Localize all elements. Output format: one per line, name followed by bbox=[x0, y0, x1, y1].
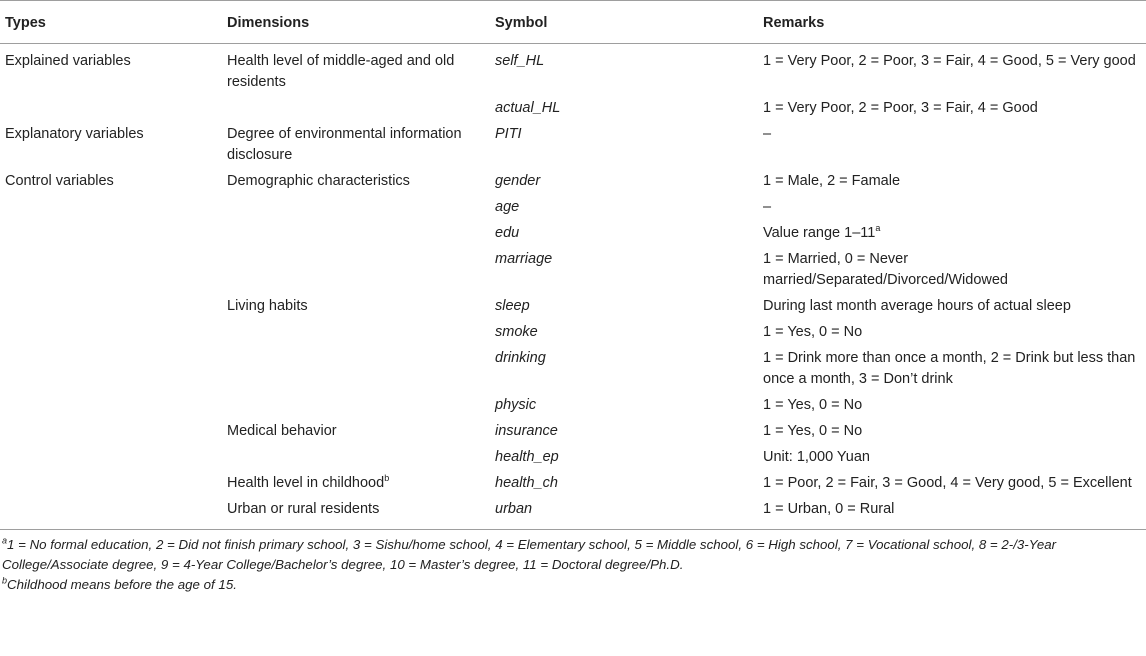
symbol-cell bbox=[490, 171, 758, 197]
remarks-cell bbox=[758, 473, 1146, 499]
header-types: Types bbox=[0, 1, 222, 44]
symbol-cell-text: PITI bbox=[495, 126, 522, 142]
type-cell bbox=[0, 171, 222, 197]
table-row bbox=[0, 98, 1146, 124]
remarks-cell bbox=[758, 296, 1146, 322]
symbol-cell bbox=[490, 447, 758, 473]
table-row bbox=[0, 473, 1146, 499]
table-row bbox=[0, 124, 1146, 171]
remarks-cell-text: 1 = Drink more than once a month, 2 = Drink but less than once a month, 3 = Don’t drink bbox=[763, 350, 1136, 387]
symbol-cell bbox=[490, 98, 758, 124]
dimension-cell bbox=[222, 421, 490, 447]
type-cell bbox=[0, 447, 222, 473]
table-row bbox=[0, 395, 1146, 421]
dimension-cell bbox=[222, 197, 490, 223]
symbol-cell bbox=[490, 223, 758, 249]
table-row bbox=[0, 348, 1146, 395]
dimension-cell bbox=[222, 322, 490, 348]
symbol-cell-text: physic bbox=[495, 397, 537, 413]
symbol-cell bbox=[490, 421, 758, 447]
remarks-cell-text: 1 = Married, 0 = Never married/Separated/Divorced/Widowed bbox=[763, 251, 1008, 288]
table-row bbox=[0, 421, 1146, 447]
table-body bbox=[0, 44, 1146, 530]
type-cell bbox=[0, 499, 222, 530]
type-cell bbox=[0, 473, 222, 499]
type-cell bbox=[0, 197, 222, 223]
remarks-cell bbox=[758, 499, 1146, 530]
symbol-cell bbox=[490, 124, 758, 171]
type-cell-text: Explained variables bbox=[5, 53, 131, 69]
symbol-cell-text: urban bbox=[495, 501, 533, 517]
table-row bbox=[0, 296, 1146, 322]
header-dimensions: Dimensions bbox=[222, 1, 490, 44]
type-cell bbox=[0, 98, 222, 124]
remarks-cell-text: 1 = Yes, 0 = No bbox=[763, 397, 863, 413]
type-cell bbox=[0, 421, 222, 447]
symbol-cell-text: self_HL bbox=[495, 53, 545, 69]
remarks-cell-text: Value range 1–11 bbox=[763, 225, 876, 241]
remarks-cell-text: 1 = Very Poor, 2 = Poor, 3 = Fair, 4 = Good bbox=[763, 100, 1038, 116]
table-row bbox=[0, 44, 1146, 99]
footnote-text: Childhood means before the age of 15. bbox=[7, 577, 237, 592]
symbol-cell-text: health_ep bbox=[495, 449, 559, 465]
symbol-cell-text: health_ch bbox=[495, 475, 558, 491]
type-cell-text: Control variables bbox=[5, 173, 114, 189]
dimension-cell-text: Degree of environmental information disclosure bbox=[227, 126, 462, 163]
symbol-cell bbox=[490, 395, 758, 421]
dimension-cell-text: Health level in childhood bbox=[227, 475, 385, 491]
dimension-cell bbox=[222, 223, 490, 249]
header-remarks: Remarks bbox=[758, 1, 1146, 44]
remarks-cell bbox=[758, 171, 1146, 197]
remarks-cell-text: 1 = Yes, 0 = No bbox=[763, 324, 863, 340]
symbol-cell-text: actual_HL bbox=[495, 100, 561, 116]
remarks-cell-text: – bbox=[763, 126, 772, 142]
footnote-mark: a bbox=[2, 535, 8, 546]
footnote-b bbox=[2, 575, 1146, 595]
type-cell bbox=[0, 44, 222, 99]
remarks-cell bbox=[758, 44, 1146, 99]
remarks-cell bbox=[758, 421, 1146, 447]
table-row bbox=[0, 249, 1146, 296]
remarks-cell-text: During last month average hours of actual sleep bbox=[763, 298, 1071, 314]
symbol-cell bbox=[490, 44, 758, 99]
table-row bbox=[0, 322, 1146, 348]
footnote-marker: a bbox=[875, 223, 881, 234]
symbol-cell-text: insurance bbox=[495, 423, 558, 439]
remarks-cell bbox=[758, 98, 1146, 124]
footnote-a bbox=[2, 535, 1146, 575]
type-cell-text: Explanatory variables bbox=[5, 126, 144, 142]
symbol-cell bbox=[490, 348, 758, 395]
type-cell bbox=[0, 395, 222, 421]
symbol-cell bbox=[490, 473, 758, 499]
symbol-cell-text: smoke bbox=[495, 324, 538, 340]
remarks-cell-text: 1 = Poor, 2 = Fair, 3 = Good, 4 = Very good, 5 = Excellent bbox=[763, 475, 1132, 491]
dimension-cell-text: Health level of middle-aged and old residents bbox=[227, 53, 455, 90]
remarks-cell bbox=[758, 322, 1146, 348]
symbol-cell bbox=[490, 296, 758, 322]
symbol-cell-text: drinking bbox=[495, 350, 546, 366]
remarks-cell-text: 1 = Yes, 0 = No bbox=[763, 423, 863, 439]
dimension-cell bbox=[222, 395, 490, 421]
symbol-cell bbox=[490, 322, 758, 348]
table-row bbox=[0, 171, 1146, 197]
remarks-cell-text: 1 = Male, 2 = Famale bbox=[763, 173, 901, 189]
dimension-cell bbox=[222, 171, 490, 197]
dimension-cell bbox=[222, 473, 490, 499]
dimension-cell bbox=[222, 98, 490, 124]
remarks-cell-text: – bbox=[763, 199, 772, 215]
footnote-text: 1 = No formal education, 2 = Did not finish primary school, 3 = Sishu/home school, 4 = Elementary school, 5 = Middle school, 6 = High school, 7 = Vocational school, 8 = 2-/3-Year College/Associate degree, 9 = 4-Year College/Bachelor’s degree, 10 = Master’s degree, 11 = Doctoral degree/Ph.D. bbox=[2, 537, 1057, 572]
dimension-cell bbox=[222, 44, 490, 99]
symbol-cell bbox=[490, 197, 758, 223]
footnote-marker: b bbox=[384, 473, 390, 484]
table-row bbox=[0, 499, 1146, 530]
dimension-cell-text: Demographic characteristics bbox=[227, 173, 410, 189]
dimension-cell bbox=[222, 348, 490, 395]
symbol-cell-text: gender bbox=[495, 173, 541, 189]
dimension-cell bbox=[222, 296, 490, 322]
type-cell bbox=[0, 124, 222, 171]
table-row bbox=[0, 447, 1146, 473]
dimension-cell bbox=[222, 124, 490, 171]
remarks-cell bbox=[758, 197, 1146, 223]
dimension-cell bbox=[222, 249, 490, 296]
dimension-cell bbox=[222, 499, 490, 530]
footnote-mark: b bbox=[2, 575, 8, 586]
remarks-cell-text: Unit: 1,000 Yuan bbox=[763, 449, 870, 465]
type-cell bbox=[0, 296, 222, 322]
symbol-cell-text: age bbox=[495, 199, 520, 215]
table-row bbox=[0, 197, 1146, 223]
table-row bbox=[0, 223, 1146, 249]
symbol-cell bbox=[490, 499, 758, 530]
symbol-cell bbox=[490, 249, 758, 296]
remarks-cell bbox=[758, 395, 1146, 421]
remarks-cell bbox=[758, 124, 1146, 171]
dimension-cell-text: Medical behavior bbox=[227, 423, 337, 439]
remarks-cell bbox=[758, 223, 1146, 249]
remarks-cell bbox=[758, 348, 1146, 395]
dimension-cell-text: Living habits bbox=[227, 298, 308, 314]
type-cell bbox=[0, 223, 222, 249]
symbol-cell-text: edu bbox=[495, 225, 520, 241]
remarks-cell bbox=[758, 447, 1146, 473]
remarks-cell-text: 1 = Urban, 0 = Rural bbox=[763, 501, 895, 517]
symbol-cell-text: marriage bbox=[495, 251, 553, 267]
remarks-cell-text: 1 = Very Poor, 2 = Poor, 3 = Fair, 4 = Good, 5 = Very good bbox=[763, 53, 1136, 69]
type-cell bbox=[0, 348, 222, 395]
table-footnotes bbox=[0, 530, 1146, 595]
type-cell bbox=[0, 322, 222, 348]
remarks-cell bbox=[758, 249, 1146, 296]
table-header-row bbox=[0, 1, 1146, 44]
dimension-cell bbox=[222, 447, 490, 473]
symbol-cell-text: sleep bbox=[495, 298, 530, 314]
type-cell bbox=[0, 249, 222, 296]
header-symbol: Symbol bbox=[490, 1, 758, 44]
dimension-cell-text: Urban or rural residents bbox=[227, 501, 380, 517]
